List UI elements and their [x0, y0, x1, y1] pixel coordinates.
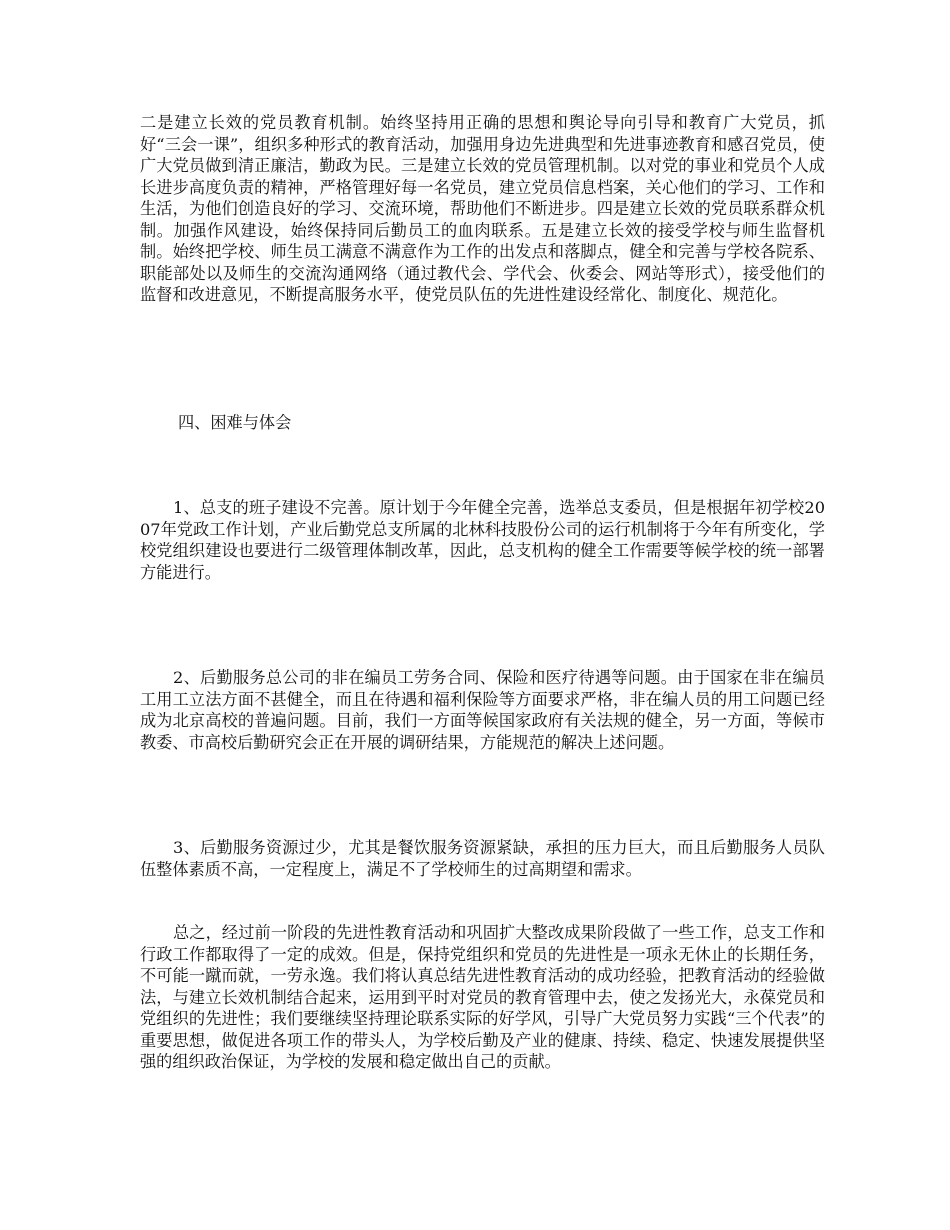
paragraph-item-3: 3、后勤服务资源过少，尤其是餐饮服务资源紧缺，承担的压力巨大，而且后勤服务人员队伍整体素质不高，一定程度上，满足不了学校师生的过高期望和需求。 — [140, 838, 825, 879]
paragraph-summary: 总之，经过前一阶段的先进性教育活动和巩固扩大整改成果阶段做了一些工作，总支工作和行政工作都取得了一定的成效。但是，保持党组织和党员的先进性是一项永无休止的长期任务，不可能一蹴而就，一劳永逸。我们将认真总结先进性教育活动的成功经验，把教育活动的经验做法，与建立长效机制结合起来，运用到平时对党员的教育管理中去，使之发扬光大，永葆党员和党组织的先进性；我们要继续坚持理论联系实际的好学风，引导广大党员努力实践“三个代表”的重要思想，做促进各项工作的带头人，为学校后勤及产业的健康、持续、稳定、快速发展提供坚强的组织政治保证，为学校的发展和稳定做出自己的贡献。 — [140, 923, 825, 1071]
section-heading: 四、困难与体会 — [178, 413, 292, 432]
paragraph-item-1: 1、总支的班子建设不完善。原计划于今年健全完善，选举总支委员，但是根据年初学校2007年党政工作计划，产业后勤党总支所属的北林科技股份公司的运行机制将于今年有所变化，学校党组织建设也要进行二级管理体制改革，因此，总支机构的健全工作需要等候学校的统一部署方能进行。 — [140, 498, 825, 582]
paragraph-mechanisms: 二是建立长效的党员教育机制。始终坚持用正确的思想和舆论导向引导和教育广大党员，抓好“三会一课”，组织多种形式的教育活动，加强用身边先进典型和先进事迹教育和感召党员，使广大党员做到清正廉洁，勤政为民。三是建立长效的党员管理机制。以对党的事业和党员个人成长进步高度负责的精神，严格管理好每一名党员，建立党员信息档案，关心他们的学习、工作和生活，为他们创造良好的学习、交流环境，帮助他们不断进步。四是建立长效的党员联系群众机制。加强作风建设，始终保持同后勤员工的血肉联系。五是建立长效的接受学校与师生监督机制。始终把学校、师生员工满意不满意作为工作的出发点和落脚点，健全和完善与学校各院系、职能部处以及师生的交流沟通网络（通过教代会、学代会、伙委会、网站等形式），接受他们的监督和改进意见，不断提高服务水平，使党员队伍的先进性建设经常化、制度化、规范化。 — [140, 113, 825, 304]
paragraph-item-2: 2、后勤服务总公司的非在编员工劳务合同、保险和医疗待遇等问题。由于国家在非在编员工用工立法方面不甚健全，而且在待遇和福利保险等方面要求严格，非在编人员的用工问题已经成为北京高校的普遍问题。目前，我们一方面等候国家政府有关法规的健全，另一方面，等候市教委、市高校后勤研究会正在开展的调研结果，方能规范的解决上述问题。 — [140, 668, 825, 752]
